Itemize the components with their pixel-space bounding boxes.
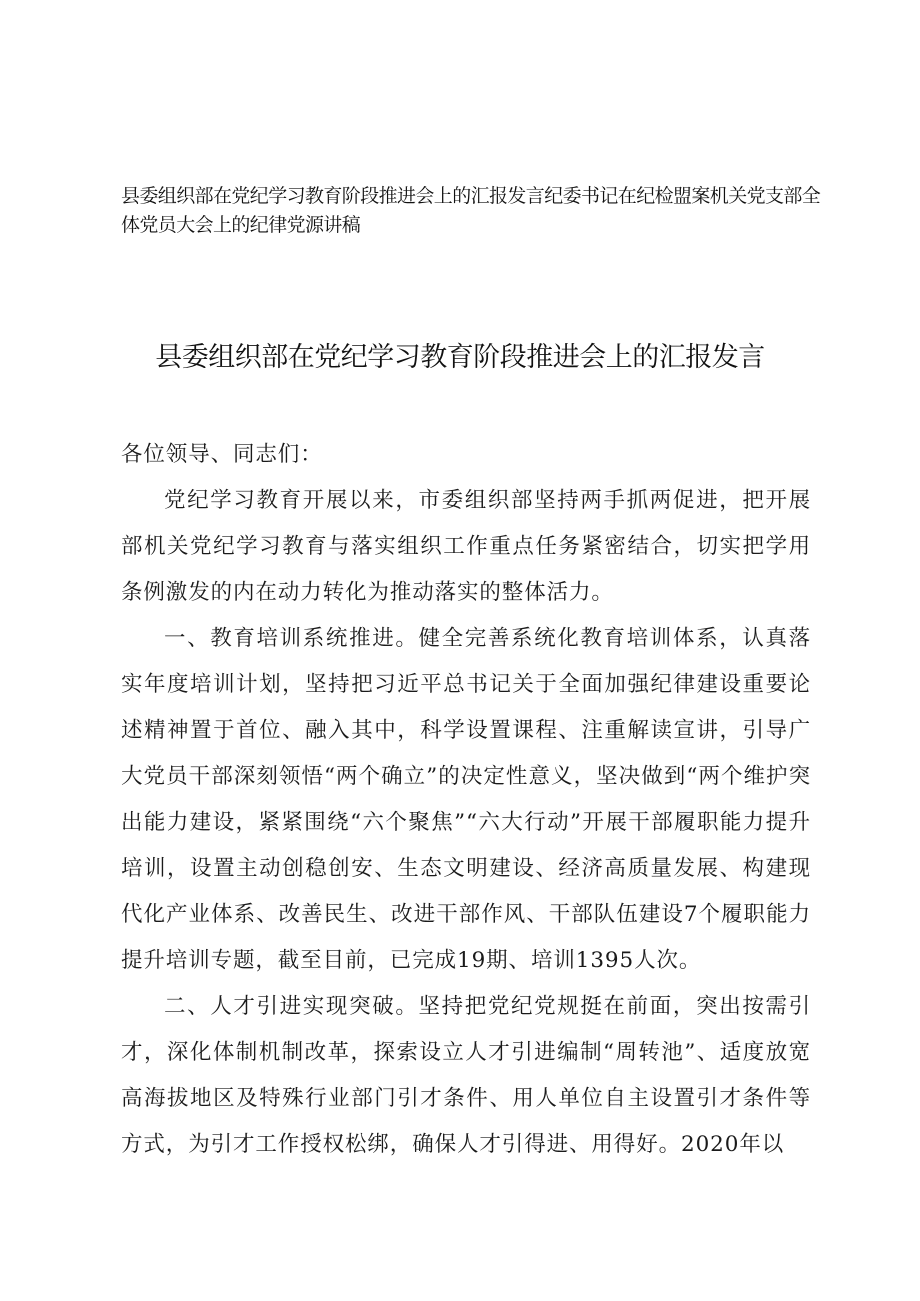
paragraph-intro: 党纪学习教育开展以来，市委组织部坚持两手抓两促进，把开展部机关党纪学习教育与落实组织工作重点任务紧密结合，切实把学用条例激发的内在动力转化为推动落实的整体活力。 xyxy=(121,488,811,605)
document-header-title: 县委组织部在党纪学习教育阶段推进会上的汇报发言纪委书记在纪检盟案机关党支部全体党员大会上的纪律党源讲稿 xyxy=(121,185,821,236)
document-body xyxy=(121,432,811,1168)
paragraph-talent-introduction: 二、人才引进实现突破。坚持把党纪党规挺在前面，突出按需引才，深化体制机制改革，探索设立人才引进编制“周转池”、适度放宽高海拔地区及特殊行业部门引才条件、用人单位自主设置引才条件等方式，为引才工作授权松绑，确保人才引得进、用得好。2020年以 xyxy=(121,994,811,1157)
page-title: 县委组织部在党纪学习教育阶段推进会上的汇报发言 xyxy=(155,342,765,373)
salutation: 各位领导、同志们： xyxy=(121,442,323,467)
paragraph-education-training: 一、教育培训系统推进。健全完善系统化教育培训体系，认真落实年度培训计划，坚持把习近平总书记关于全面加强纪律建设重要论述精神置于首位、融入其中，科学设置课程、注重解读宣讲，引导广大党员干部深刻领悟“两个确立”的决定性意义，坚决做到“两个维护突出能力建设，紧紧围绕“六个聚焦”“六大行动”开展干部履职能力提升培训，设置主动创稳创安、生态文明建设、经济高质量发展、构建现代化产业体系、改善民生、改进干部作风、干部队伍建设7个履职能力提升培训专题，截至目前，已完成19期、培训1395人次。 xyxy=(121,626,811,973)
